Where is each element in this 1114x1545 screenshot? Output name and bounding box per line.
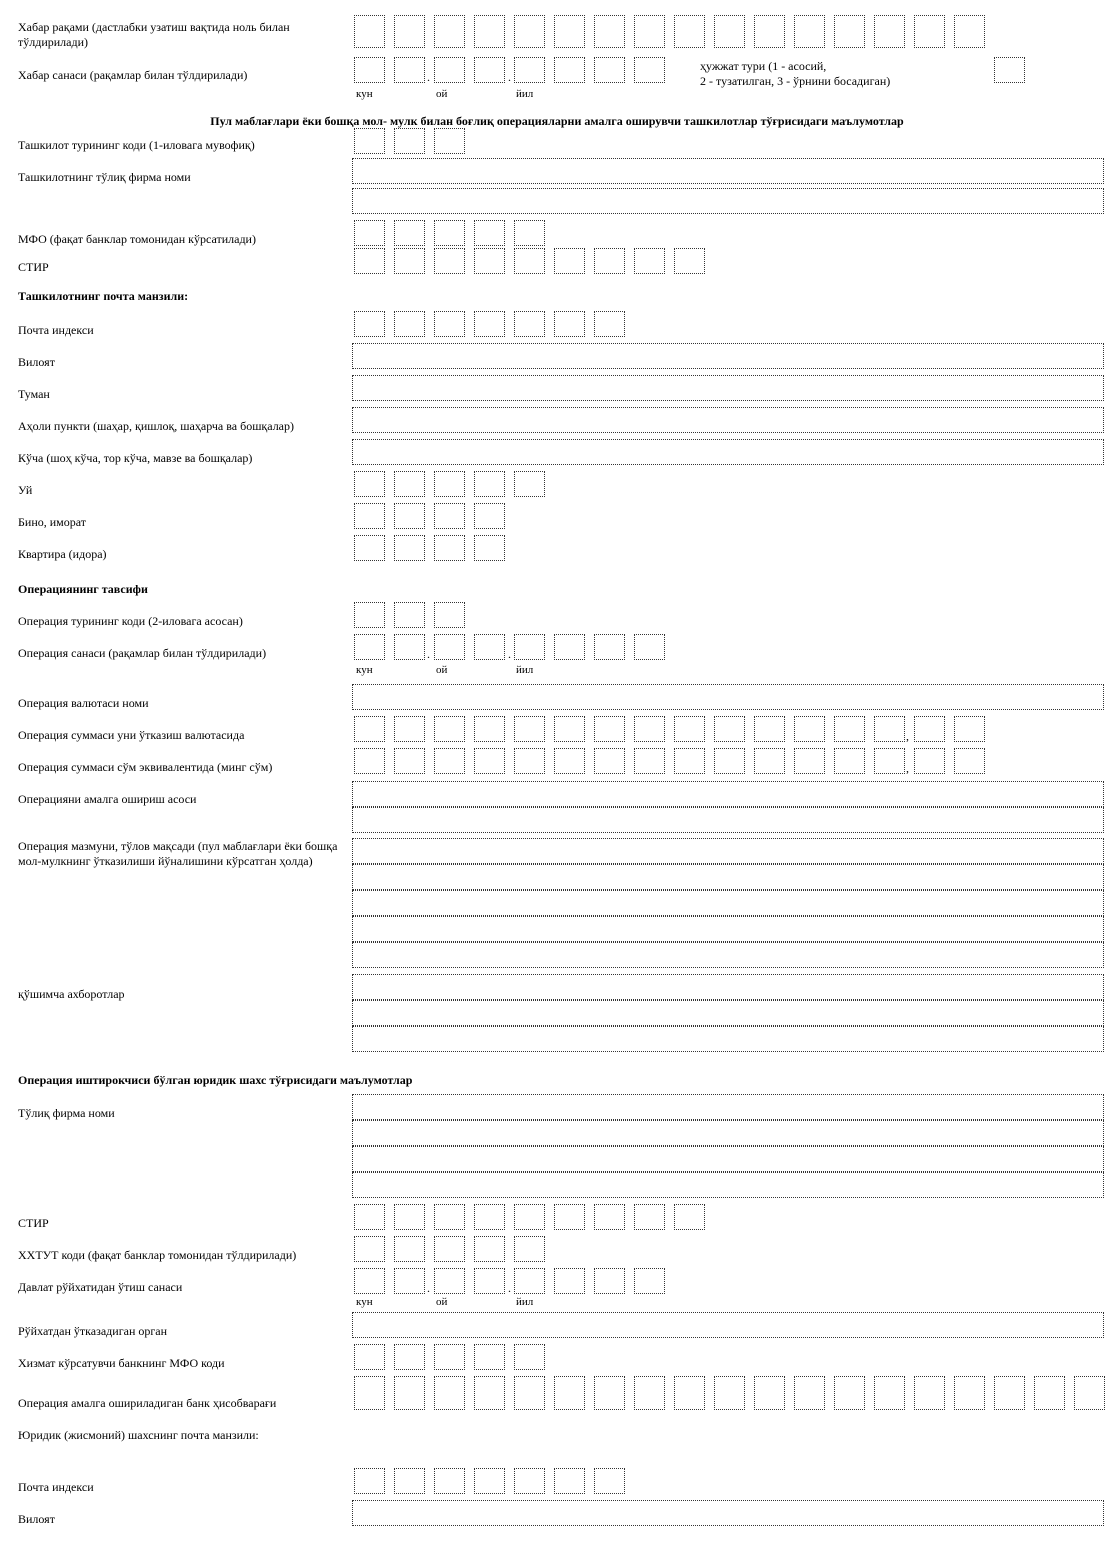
legal-full-name-field-4[interactable] — [352, 1172, 1104, 1198]
org-street-label: Кўча (шоҳ кўча, тор кўча, мавзе ва бошқалар) — [18, 451, 253, 465]
char-box[interactable] — [354, 1268, 385, 1294]
char-box[interactable] — [474, 57, 505, 83]
char-box[interactable] — [394, 248, 425, 274]
char-box[interactable] — [514, 1344, 545, 1370]
char-box[interactable] — [394, 128, 425, 154]
year-caption: йил — [516, 88, 534, 100]
char-box[interactable] — [474, 248, 505, 274]
org-district-label: Туман — [18, 387, 50, 401]
legal-xxtut-label: ХХТУТ коди (фақат банклар томонидан тўлдирилади) — [18, 1248, 297, 1262]
char-box[interactable] — [354, 748, 385, 774]
char-box[interactable] — [994, 1376, 1025, 1410]
legal-full-name-field[interactable] — [352, 1094, 1104, 1120]
char-box[interactable] — [794, 716, 825, 742]
char-box[interactable] — [434, 128, 465, 154]
char-box[interactable] — [714, 748, 745, 774]
char-box[interactable] — [514, 716, 545, 742]
char-box[interactable] — [474, 1236, 505, 1262]
legal-reg-date-label: Давлат рўйхатидан ўтиш санаси — [18, 1280, 183, 1294]
char-box[interactable] — [474, 1204, 505, 1230]
date-separator: . — [427, 1281, 430, 1295]
org-stir-label: СТИР — [18, 260, 49, 274]
char-box[interactable] — [514, 748, 545, 774]
char-box[interactable] — [474, 748, 505, 774]
char-box[interactable] — [514, 471, 545, 497]
date-separator: . — [427, 647, 430, 661]
char-box[interactable] — [634, 248, 665, 274]
operation-content-field-4[interactable] — [352, 916, 1104, 942]
legal-reg-body-label: Рўйхатдан ўтказадиган орган — [18, 1324, 168, 1338]
date-separator: . — [427, 70, 430, 84]
legal-full-name-field-2[interactable] — [352, 1120, 1104, 1146]
day-caption: кун — [356, 664, 373, 676]
char-box[interactable] — [594, 57, 625, 83]
org-locality-label: Аҳоли пункти (шаҳар, қишлоқ, шаҳарча ва бошқалар) — [18, 419, 295, 433]
char-box[interactable] — [674, 15, 705, 48]
char-box[interactable] — [474, 1268, 505, 1294]
legal-region-field[interactable] — [352, 1500, 1104, 1526]
char-box[interactable] — [554, 1268, 585, 1294]
char-box[interactable] — [354, 471, 385, 497]
char-box[interactable] — [434, 716, 465, 742]
additional-info-label: қўшимча ахборотлар — [18, 987, 125, 1001]
org-locality-field[interactable] — [352, 407, 1104, 433]
operation-content-field[interactable] — [352, 838, 1104, 864]
char-box[interactable] — [394, 1204, 425, 1230]
day-caption: кун — [356, 1296, 373, 1308]
char-box[interactable] — [874, 1376, 905, 1410]
month-caption: ой — [436, 88, 448, 100]
char-box[interactable] — [754, 748, 785, 774]
operation-date-label: Операция санаси (рақамлар билан тўлдирилади) — [18, 646, 267, 660]
char-box[interactable] — [434, 634, 465, 660]
char-box[interactable] — [634, 1376, 665, 1410]
char-box[interactable] — [394, 503, 425, 529]
char-box[interactable] — [954, 1376, 985, 1410]
char-box[interactable] — [394, 1468, 425, 1494]
day-caption: кун — [356, 88, 373, 100]
char-box[interactable] — [874, 748, 905, 774]
legal-stir-label: СТИР — [18, 1216, 49, 1230]
char-box[interactable] — [594, 311, 625, 337]
char-box[interactable] — [434, 471, 465, 497]
char-box[interactable] — [354, 1468, 385, 1494]
char-box[interactable] — [354, 716, 385, 742]
decimal-separator: , — [906, 761, 909, 775]
char-box[interactable] — [434, 15, 465, 48]
char-box[interactable] — [354, 602, 385, 628]
date-separator: . — [508, 70, 511, 84]
char-box[interactable] — [434, 311, 465, 337]
org-house-label: Уй — [18, 483, 33, 497]
char-box[interactable] — [514, 1468, 545, 1494]
char-box[interactable] — [354, 503, 385, 529]
char-box[interactable] — [514, 1236, 545, 1262]
char-box[interactable] — [474, 1376, 505, 1410]
char-box[interactable] — [354, 220, 385, 246]
char-box[interactable] — [554, 1376, 585, 1410]
operation-amount-label: Операция суммаси уни ўтказиш валютасида — [18, 728, 245, 742]
char-box[interactable] — [514, 15, 545, 48]
char-box[interactable] — [754, 15, 785, 48]
char-box[interactable] — [594, 248, 625, 274]
char-box[interactable] — [634, 634, 665, 660]
char-box[interactable] — [394, 311, 425, 337]
char-box[interactable] — [794, 15, 825, 48]
month-caption: ой — [436, 664, 448, 676]
org-full-name-field-2[interactable] — [352, 188, 1104, 214]
char-box[interactable] — [714, 15, 745, 48]
char-box[interactable] — [434, 1376, 465, 1410]
org-district-field[interactable] — [352, 375, 1104, 401]
char-box[interactable] — [354, 1236, 385, 1262]
operation-currency-label: Операция валютаси номи — [18, 696, 149, 710]
char-box[interactable] — [474, 535, 505, 561]
char-box[interactable] — [514, 311, 545, 337]
char-box[interactable] — [954, 716, 985, 742]
org-address-heading: Ташкилотнинг почта манзили: — [18, 289, 189, 303]
char-box[interactable] — [514, 1376, 545, 1410]
char-box[interactable] — [474, 503, 505, 529]
char-box[interactable] — [434, 748, 465, 774]
char-box[interactable] — [594, 716, 625, 742]
legal-postal-index-label: Почта индекси — [18, 1480, 94, 1494]
char-box[interactable] — [634, 748, 665, 774]
org-region-field[interactable] — [352, 343, 1104, 369]
char-box[interactable] — [354, 1376, 385, 1410]
org-full-name-label: Ташкилотнинг тўлиқ фирма номи — [18, 170, 191, 184]
char-box[interactable] — [554, 634, 585, 660]
char-box[interactable] — [394, 471, 425, 497]
char-box[interactable] — [394, 716, 425, 742]
char-box[interactable] — [594, 1204, 625, 1230]
char-box[interactable] — [914, 15, 945, 48]
char-box[interactable] — [634, 716, 665, 742]
char-box[interactable] — [514, 220, 545, 246]
char-box[interactable] — [474, 1344, 505, 1370]
operation-heading: Операциянинг тавсифи — [18, 582, 148, 596]
char-box[interactable] — [554, 57, 585, 83]
char-box[interactable] — [434, 503, 465, 529]
date-separator: . — [508, 1281, 511, 1295]
char-box[interactable] — [1074, 1376, 1105, 1410]
char-box[interactable] — [554, 248, 585, 274]
operation-basis-field-2[interactable] — [352, 807, 1104, 833]
char-box[interactable] — [594, 748, 625, 774]
char-box[interactable] — [634, 57, 665, 83]
legal-region-label: Вилоят — [18, 1512, 55, 1526]
additional-info-field-2[interactable] — [352, 1000, 1104, 1026]
org-apartment-label: Квартира (идора) — [18, 547, 107, 561]
char-box[interactable] — [834, 716, 865, 742]
org-type-code-label: Ташкилот турининг коди (1-иловага мувофиқ) — [18, 138, 255, 152]
char-box[interactable] — [634, 1204, 665, 1230]
char-box[interactable] — [554, 716, 585, 742]
char-box[interactable] — [394, 15, 425, 48]
char-box[interactable] — [834, 1376, 865, 1410]
char-box[interactable] — [554, 311, 585, 337]
legal-full-name-label: Тўлиқ фирма номи — [18, 1106, 115, 1120]
char-box[interactable] — [514, 634, 545, 660]
operation-content-field-3[interactable] — [352, 890, 1104, 916]
char-box[interactable] — [474, 1468, 505, 1494]
char-box[interactable] — [754, 716, 785, 742]
char-box[interactable] — [594, 1268, 625, 1294]
char-box[interactable] — [914, 716, 945, 742]
char-box[interactable] — [674, 1376, 705, 1410]
char-box[interactable] — [434, 1204, 465, 1230]
char-box[interactable] — [514, 57, 545, 83]
legal-entity-heading: Операция иштирокчиси бўлган юридик шахс тўғрисидаги маълумотлар — [18, 1073, 413, 1087]
year-caption: йил — [516, 1296, 534, 1308]
char-box[interactable] — [594, 634, 625, 660]
org-building-label: Бино, иморат — [18, 515, 87, 529]
char-box[interactable] — [634, 15, 665, 48]
char-box[interactable] — [554, 1204, 585, 1230]
char-box[interactable] — [594, 15, 625, 48]
char-box[interactable] — [714, 716, 745, 742]
date-separator: . — [508, 647, 511, 661]
document-type-label: ҳужжат тури (1 - асосий, 2 - тузатилган, 3 - ўрнини босадиган) — [700, 59, 891, 88]
char-box[interactable] — [354, 634, 385, 660]
report-date-label: Хабар санаси (рақамлар билан тўлдирилади) — [18, 68, 248, 82]
char-box[interactable] — [554, 1468, 585, 1494]
char-box[interactable] — [354, 15, 385, 48]
char-box[interactable] — [354, 1344, 385, 1370]
char-box[interactable] — [434, 248, 465, 274]
char-box[interactable] — [594, 1468, 625, 1494]
additional-info-field[interactable] — [352, 974, 1104, 1000]
char-box[interactable] — [474, 471, 505, 497]
char-box[interactable] — [434, 1344, 465, 1370]
char-box[interactable] — [434, 220, 465, 246]
char-box[interactable] — [1034, 1376, 1065, 1410]
char-box[interactable] — [874, 15, 905, 48]
char-box[interactable] — [594, 1376, 625, 1410]
operation-basis-label: Операцияни амалга ошириш асоси — [18, 792, 197, 806]
char-box[interactable] — [474, 220, 505, 246]
char-box[interactable] — [394, 602, 425, 628]
char-box[interactable] — [834, 748, 865, 774]
operation-content-field-2[interactable] — [352, 864, 1104, 890]
char-box[interactable] — [674, 748, 705, 774]
char-box[interactable] — [394, 634, 425, 660]
char-box[interactable] — [474, 15, 505, 48]
char-box[interactable] — [354, 1204, 385, 1230]
char-box[interactable] — [434, 1268, 465, 1294]
char-box[interactable] — [394, 1268, 425, 1294]
char-box[interactable] — [554, 748, 585, 774]
char-box[interactable] — [354, 535, 385, 561]
operation-basis-field[interactable] — [352, 781, 1104, 807]
operation-content-field-5[interactable] — [352, 942, 1104, 968]
char-box[interactable] — [434, 57, 465, 83]
decimal-separator: , — [906, 729, 909, 743]
char-box[interactable] — [794, 1376, 825, 1410]
char-box[interactable] — [754, 1376, 785, 1410]
char-box[interactable] — [794, 748, 825, 774]
char-box[interactable] — [994, 57, 1025, 83]
char-box[interactable] — [714, 1376, 745, 1410]
operation-type-code-label: Операция турининг коди (2-иловага асосан) — [18, 614, 243, 628]
legal-bank-mfo-label: Хизмат кўрсатувчи банкнинг МФО коди — [18, 1356, 225, 1370]
operation-content-label: Операция мазмуни, тўлов мақсади (пул маблағлари ёки бошқа мол-мулкнинг ўтказилиши йўналишини кўрсатган ҳолда) — [18, 839, 338, 868]
char-box[interactable] — [514, 1204, 545, 1230]
operation-currency-field[interactable] — [352, 684, 1104, 710]
char-box[interactable] — [394, 1344, 425, 1370]
char-box[interactable] — [434, 1468, 465, 1494]
char-box[interactable] — [394, 57, 425, 83]
org-region-label: Вилоят — [18, 355, 55, 369]
year-caption: йил — [516, 664, 534, 676]
char-box[interactable] — [914, 748, 945, 774]
char-box[interactable] — [394, 1376, 425, 1410]
char-box[interactable] — [674, 248, 705, 274]
char-box[interactable] — [674, 1204, 705, 1230]
char-box[interactable] — [394, 748, 425, 774]
additional-info-field-3[interactable] — [352, 1026, 1104, 1052]
legal-reg-body-field[interactable] — [352, 1312, 1104, 1338]
char-box[interactable] — [514, 1268, 545, 1294]
char-box[interactable] — [354, 311, 385, 337]
char-box[interactable] — [394, 1236, 425, 1262]
char-box[interactable] — [354, 57, 385, 83]
month-caption: ой — [436, 1296, 448, 1308]
org-postal-index-label: Почта индекси — [18, 323, 94, 337]
char-box[interactable] — [474, 311, 505, 337]
char-box[interactable] — [394, 535, 425, 561]
org-section-heading: Пул маблағлари ёки бошқа мол- мулк билан боғлиқ операцияларни амалга оширувчи ташкилотлар тўғрисидаги маълумотлар — [210, 114, 904, 128]
report-number-label: Хабар рақами (дастлабки узатиш вақтида ноль билан тўлдирилади) — [18, 20, 290, 49]
char-box[interactable] — [834, 15, 865, 48]
char-box[interactable] — [954, 748, 985, 774]
char-box[interactable] — [474, 634, 505, 660]
char-box[interactable] — [354, 128, 385, 154]
org-mfo-label: МФО (фақат банклар томонидан кўрсатилади) — [18, 232, 256, 246]
char-box[interactable] — [954, 15, 985, 48]
char-box[interactable] — [914, 1376, 945, 1410]
operation-amount-sum-label: Операция суммаси сўм эквивалентида (минг сўм) — [18, 760, 273, 774]
char-box[interactable] — [394, 220, 425, 246]
char-box[interactable] — [674, 716, 705, 742]
char-box[interactable] — [434, 1236, 465, 1262]
char-box[interactable] — [434, 602, 465, 628]
org-street-field[interactable] — [352, 439, 1104, 465]
char-box[interactable] — [634, 1268, 665, 1294]
char-box[interactable] — [874, 716, 905, 742]
legal-address-heading: Юридик (жисмоний) шахснинг почта манзили: — [18, 1428, 259, 1442]
char-box[interactable] — [554, 15, 585, 48]
char-box[interactable] — [474, 716, 505, 742]
char-box[interactable] — [354, 248, 385, 274]
legal-account-label: Операция амалга ошириладиган банк ҳисобварағи — [18, 1396, 277, 1410]
char-box[interactable] — [434, 535, 465, 561]
legal-full-name-field-3[interactable] — [352, 1146, 1104, 1172]
org-full-name-field[interactable] — [352, 158, 1104, 184]
char-box[interactable] — [514, 248, 545, 274]
